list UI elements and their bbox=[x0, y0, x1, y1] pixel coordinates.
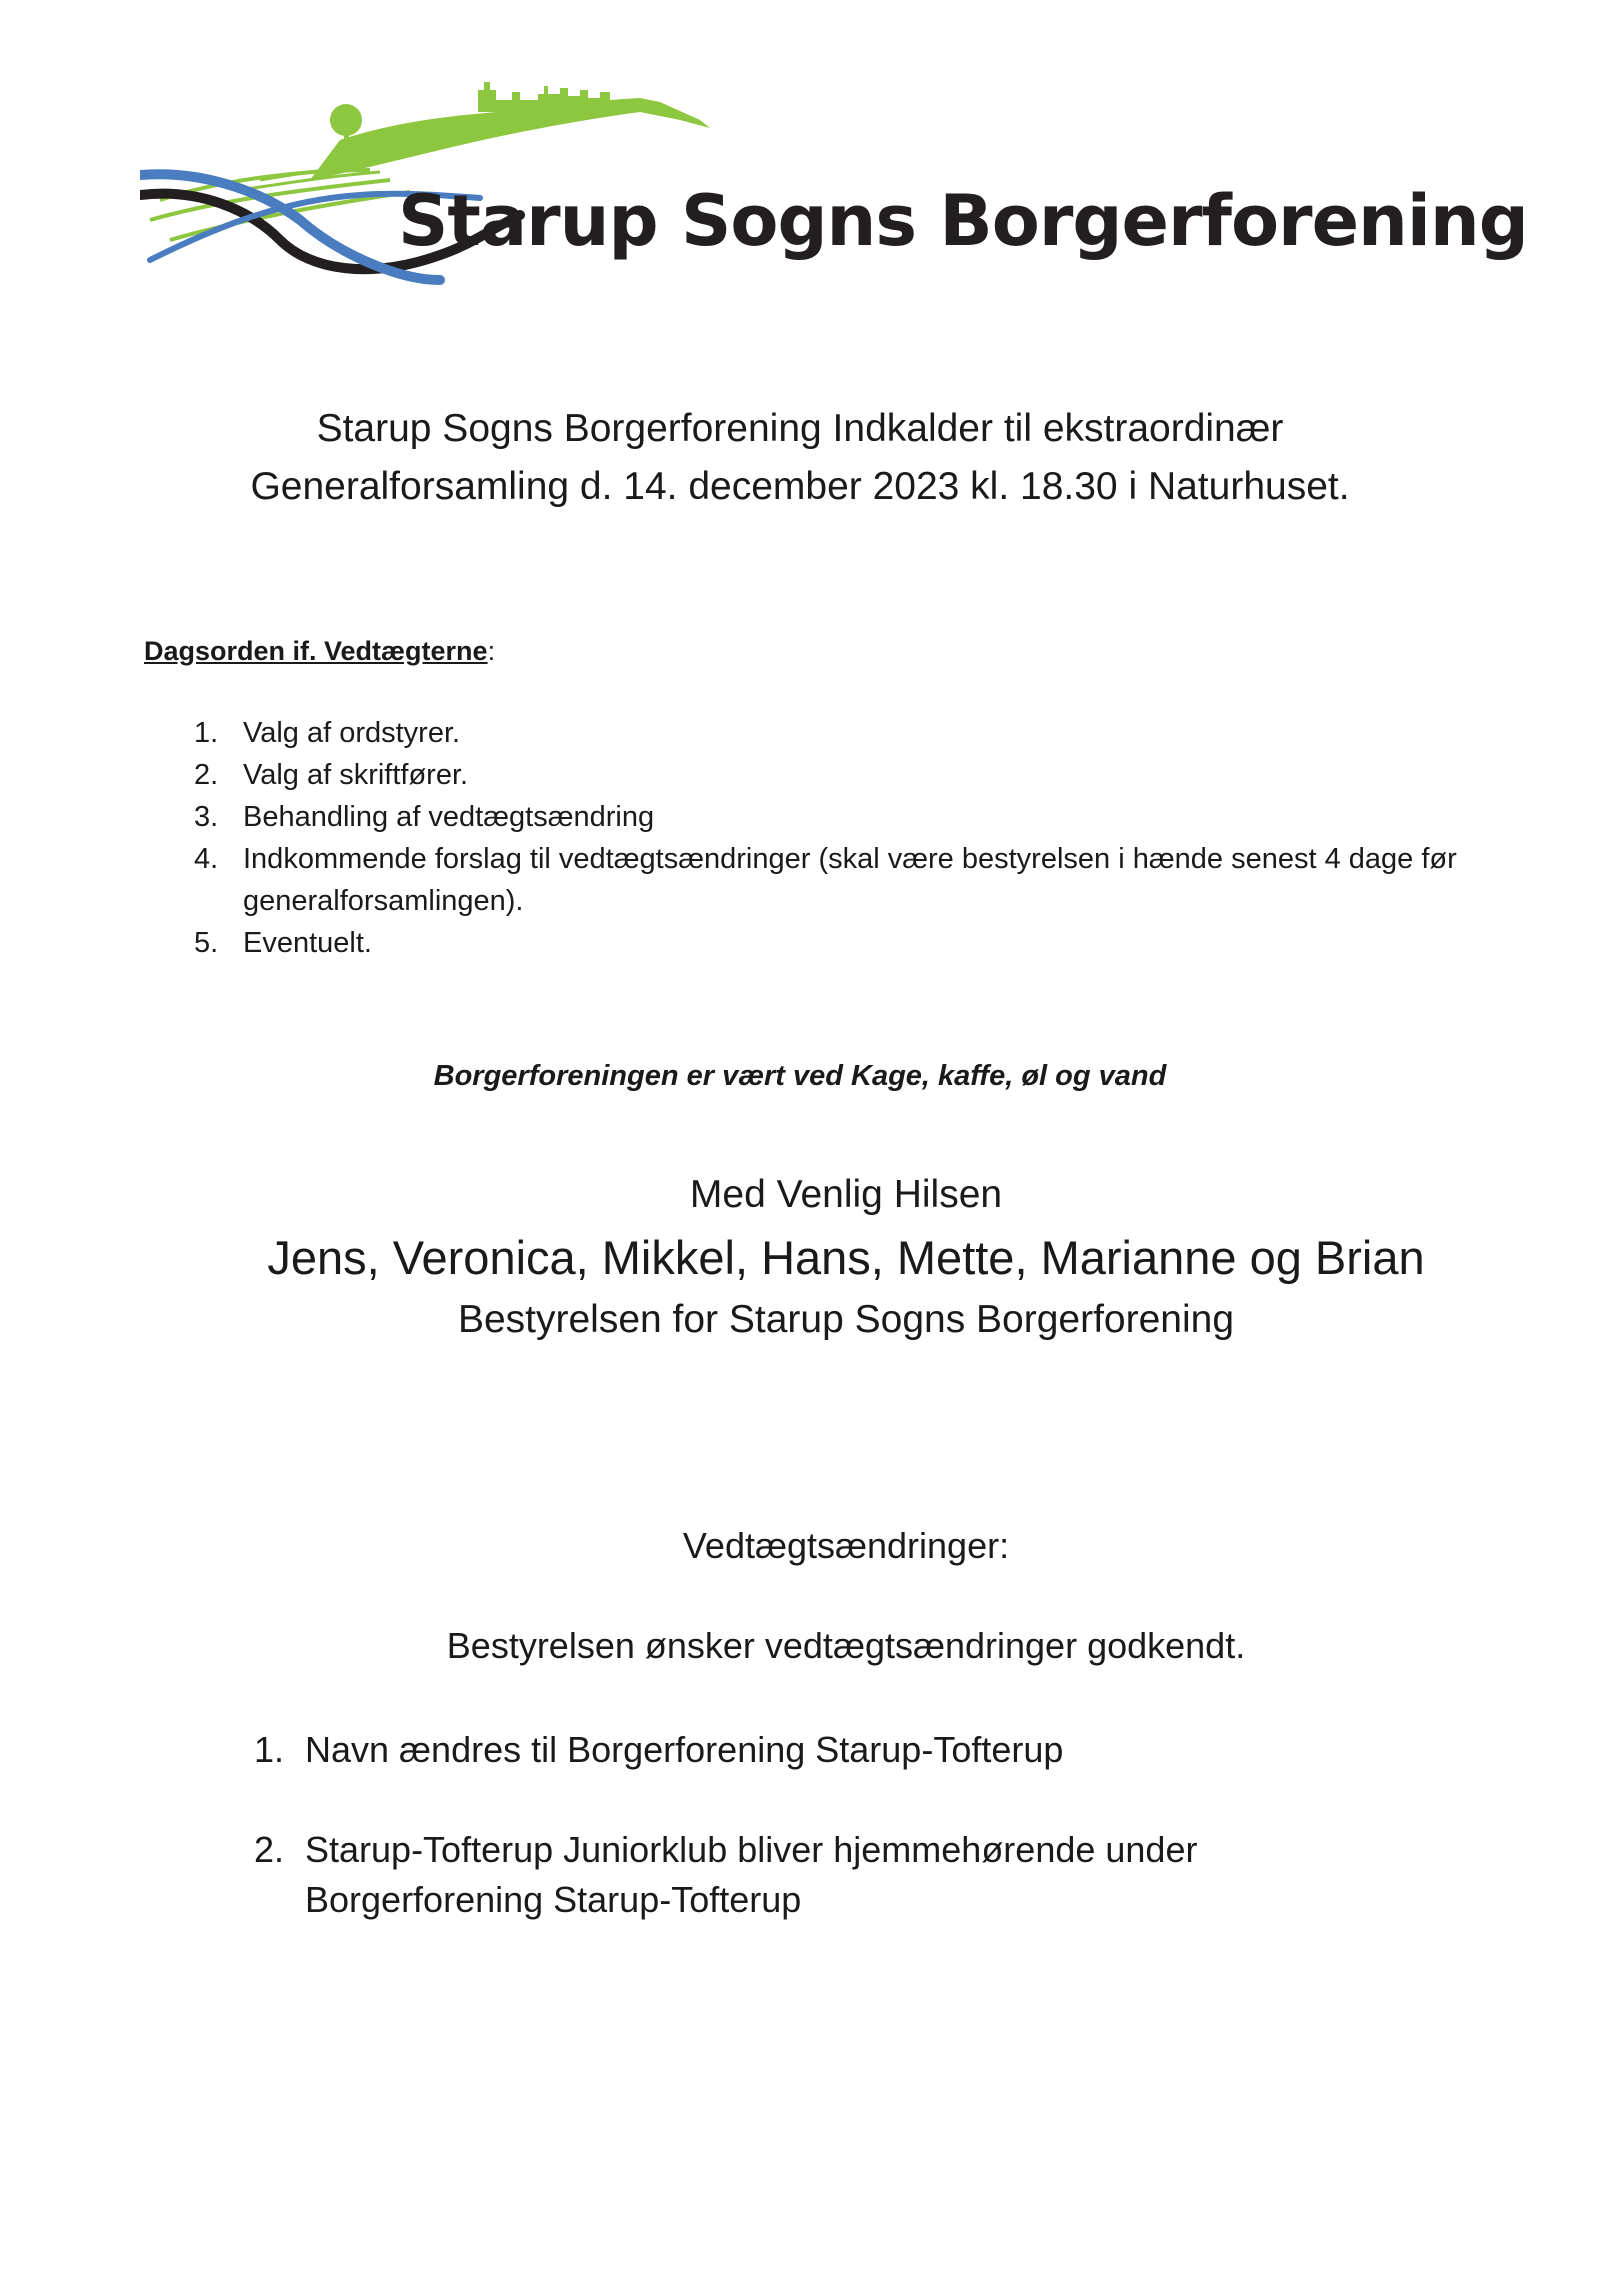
amendments-intro: Bestyrelsen ønsker vedtægtsændringer godkendt. bbox=[446, 1625, 1246, 1666]
agenda-heading-colon: : bbox=[487, 636, 496, 666]
logo-wordmark: Starup Sogns Borgerforening bbox=[398, 180, 1528, 262]
board-signature: Bestyrelsen for Starup Sogns Borgerforening bbox=[457, 1298, 1235, 1341]
agenda-list bbox=[0, 712, 1600, 964]
list-item-number: 1. bbox=[194, 717, 219, 749]
list-item-number: 5. bbox=[194, 927, 219, 959]
agenda-heading bbox=[144, 636, 495, 667]
agenda-heading-text: Dagsorden if. Vedtægterne bbox=[144, 636, 488, 666]
list-item-number: 3. bbox=[194, 801, 219, 833]
list-item-number: 4. bbox=[194, 843, 219, 875]
list-item bbox=[0, 754, 1600, 796]
list-item bbox=[0, 1825, 1600, 1925]
title-line-1: Starup Sogns Borgerforening Indkalder til ekstraordinær bbox=[316, 407, 1284, 450]
list-item bbox=[0, 838, 1600, 922]
list-item bbox=[0, 796, 1600, 838]
list-item bbox=[0, 1725, 1600, 1775]
list-item-text: Starup-Tofterup Juniorklub bliver hjemmehørende under Borgerforening Starup-Tofterup bbox=[305, 1829, 1198, 1920]
list-item bbox=[0, 922, 1600, 964]
greeting-line: Med Venlig Hilsen bbox=[689, 1173, 1003, 1216]
list-item-text: Behandling af vedtægtsændring bbox=[243, 801, 655, 833]
amendments-list bbox=[0, 1725, 1600, 1975]
list-item-number: 2. bbox=[194, 759, 219, 791]
invitation-title bbox=[0, 400, 1600, 516]
title-line-2: Generalforsamling d. 14. december 2023 kl. 18.30 i Naturhuset. bbox=[250, 465, 1350, 508]
amendments-heading: Vedtægtsændringer: bbox=[682, 1525, 1010, 1566]
list-item-text: Navn ændres til Borgerforening Starup-Tofterup bbox=[305, 1729, 1064, 1770]
list-item-text: Indkommende forslag til vedtægtsændringer (skal være bestyrelsen i hænde senest 4 dage før generalforsamlingen). bbox=[243, 843, 1457, 917]
logo bbox=[140, 80, 1528, 300]
list-item-text: Valg af ordstyrer. bbox=[243, 717, 461, 749]
host-note: Borgerforeningen er vært ved Kage, kaffe, øl og vand bbox=[433, 1060, 1167, 1092]
list-item-number: 1. bbox=[254, 1729, 285, 1770]
list-item-number: 2. bbox=[254, 1829, 285, 1870]
list-item-text: Valg af skriftfører. bbox=[243, 759, 469, 791]
list-item bbox=[0, 712, 1600, 754]
castle-silhouette bbox=[478, 82, 640, 112]
list-item-text: Eventuelt. bbox=[243, 927, 372, 959]
tree-crown bbox=[330, 104, 362, 136]
board-member-names: Jens, Veronica, Mikkel, Hans, Mette, Marianne og Brian bbox=[267, 1231, 1425, 1284]
